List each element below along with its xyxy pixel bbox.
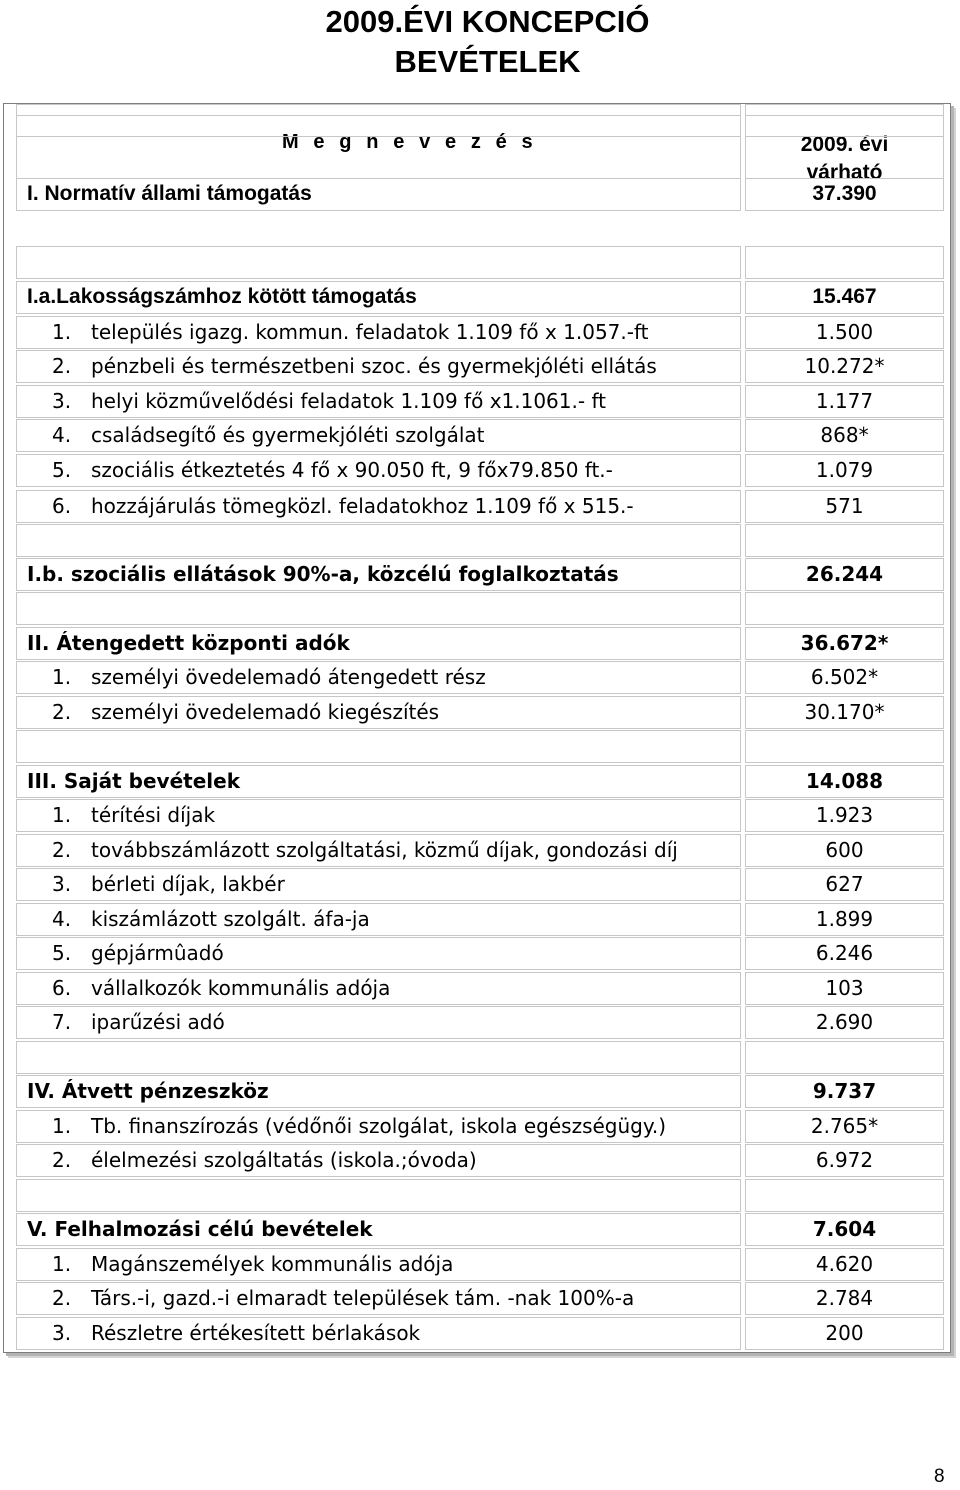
header-value-line-2: várható: [806, 161, 883, 184]
value-cell: [745, 1213, 944, 1246]
value-cell: [745, 454, 944, 487]
item-label: személyi övedelemadó kiegészítés: [91, 700, 440, 724]
item-value: 1.899: [815, 907, 874, 931]
section-label: I.b. szociális ellátások 90%-a, közcélú foglalkoztatás: [27, 562, 619, 586]
label-cell: [16, 524, 741, 557]
item-number: 3.: [52, 389, 72, 413]
item-label: továbbszámlázott szolgáltatási, közmű díjak, gondozási díj: [91, 838, 678, 862]
label-cell: [16, 799, 741, 832]
item-value: 1.923: [815, 803, 874, 827]
label-cell: [16, 246, 741, 279]
section-value: 14.088: [805, 769, 884, 793]
label-cell: [16, 178, 741, 211]
value-cell: [745, 1248, 944, 1281]
value-cell: [745, 490, 944, 523]
item-label: gépjármûadó: [91, 941, 224, 965]
label-cell: [16, 661, 741, 694]
item-label: Társ.-i, gazd.-i elmaradt települések tám. -nak 100%-a: [91, 1286, 635, 1310]
item-label: térítési díjak: [91, 803, 216, 827]
item-label: családsegítő és gyermekjóléti szolgálat: [91, 423, 485, 447]
item-row: [16, 454, 944, 487]
item-row: [16, 903, 944, 936]
value-cell: [745, 1075, 944, 1108]
label-cell: [16, 1213, 741, 1246]
item-row: [16, 799, 944, 832]
section-label: II. Átengedett központi adók: [27, 631, 350, 655]
value-cell: [745, 627, 944, 660]
value-cell: [745, 937, 944, 970]
item-label: pénzbeli és természetbeni szoc. és gyermekjóléti ellátás: [91, 354, 657, 378]
item-number: 1.: [52, 803, 72, 827]
section-row: [16, 558, 944, 591]
item-number: 2.: [52, 838, 72, 862]
item-number: 5.: [52, 458, 72, 482]
item-value: 6.246: [815, 941, 874, 965]
item-number: 3.: [52, 872, 72, 896]
item-value: 30.170*: [804, 700, 885, 724]
label-cell: [16, 1110, 741, 1143]
label-cell: [16, 1144, 741, 1177]
item-row: [16, 419, 944, 452]
section-row: [16, 281, 944, 314]
value-cell: [745, 696, 944, 729]
item-number: 5.: [52, 941, 72, 965]
value-cell: [745, 419, 944, 452]
item-number: 7.: [52, 1010, 72, 1034]
value-cell: [745, 799, 944, 832]
item-number: 1.: [52, 320, 72, 344]
label-cell: [16, 490, 741, 523]
label-cell: [16, 350, 741, 383]
label-cell: [16, 972, 741, 1005]
value-cell: [745, 1317, 944, 1350]
section-row: [16, 178, 944, 211]
revenue-table: [3, 103, 951, 1353]
label-cell: [16, 1179, 741, 1212]
item-row: [16, 1248, 944, 1281]
item-label: iparűzési adó: [91, 1010, 225, 1034]
item-value: 10.272*: [804, 354, 885, 378]
section-label: III. Saját bevételek: [27, 769, 240, 793]
item-number: 4.: [52, 423, 72, 447]
item-number: 2.: [52, 354, 72, 378]
section-row: [16, 1213, 944, 1246]
item-number: 6.: [52, 976, 72, 1000]
value-cell: [745, 1006, 944, 1039]
empty-row: [16, 524, 944, 557]
item-label: település igazg. kommun. feladatok 1.109 fő x 1.057.-ft: [91, 320, 649, 344]
item-value: 4.620: [815, 1252, 874, 1276]
value-cell: [745, 385, 944, 418]
item-value: 2.765*: [810, 1114, 879, 1138]
label-cell: [16, 868, 741, 901]
item-number: 2.: [52, 1286, 72, 1310]
value-cell: [745, 868, 944, 901]
item-value: 103: [825, 976, 864, 1000]
label-cell: [16, 558, 741, 591]
empty-row: [16, 104, 944, 137]
item-label: élelmezési szolgáltatás (iskola.;óvoda): [91, 1148, 477, 1172]
item-label: helyi közművelődési feladatok 1.109 fő x1.1061.- ft: [91, 389, 606, 413]
page-title: [0, 2, 960, 82]
label-cell: [16, 385, 741, 418]
section-value: 9.737: [812, 1079, 877, 1103]
item-value: 600: [825, 838, 864, 862]
value-cell: [745, 1110, 944, 1143]
item-value: 2.784: [815, 1286, 874, 1310]
label-cell: [16, 937, 741, 970]
item-number: 2.: [52, 1148, 72, 1172]
label-cell: [16, 1006, 741, 1039]
value-cell: [745, 661, 944, 694]
item-value: 6.972: [815, 1148, 874, 1172]
item-label: bérleti díjak, lakbér: [91, 872, 285, 896]
item-row: [16, 868, 944, 901]
title-line-2: BEVÉTELEK: [394, 44, 581, 79]
value-cell: [745, 1179, 944, 1212]
value-cell: [745, 903, 944, 936]
section-value: 36.672*: [800, 631, 889, 655]
label-cell: [16, 1317, 741, 1350]
section-value: 26.244: [805, 562, 884, 586]
label-cell: [16, 1075, 741, 1108]
item-label: vállalkozók kommunális adója: [91, 976, 391, 1000]
section-row: [16, 627, 944, 660]
item-label: Részletre értékesített bérlakások: [91, 1321, 421, 1345]
value-cell: [745, 1144, 944, 1177]
value-cell: [745, 281, 944, 314]
item-value: 1.500: [815, 320, 874, 344]
item-value: 1.177: [815, 389, 874, 413]
value-cell: [745, 558, 944, 591]
value-cell: [745, 316, 944, 349]
label-cell: [16, 1248, 741, 1281]
item-number: 3.: [52, 1321, 72, 1345]
item-label: Tb. finanszírozás (védőnői szolgálat, iskola egészségügy.): [91, 1114, 666, 1138]
item-value: 200: [825, 1321, 864, 1345]
item-label: Magánszemélyek kommunális adója: [91, 1252, 454, 1276]
item-value: 868*: [820, 423, 869, 447]
item-value: 2.690: [815, 1010, 874, 1034]
page-number: 8: [934, 1466, 945, 1487]
item-label: hozzájárulás tömegközl. feladatokhoz 1.109 fő x 515.-: [91, 494, 634, 518]
item-row: [16, 661, 944, 694]
section-row: [16, 1075, 944, 1108]
label-cell: [16, 627, 741, 660]
item-number: 2.: [52, 700, 72, 724]
value-cell: [745, 972, 944, 1005]
item-row: [16, 972, 944, 1005]
label-cell: [16, 281, 741, 314]
empty-row: [16, 592, 944, 625]
item-value: 571: [825, 494, 864, 518]
label-cell: [16, 696, 741, 729]
item-row: [16, 490, 944, 523]
section-value: 7.604: [812, 1217, 877, 1241]
label-cell: [16, 592, 741, 625]
item-row: [16, 350, 944, 383]
value-cell: [745, 178, 944, 211]
label-cell: [16, 730, 741, 763]
item-label: kiszámlázott szolgált. áfa-ja: [91, 907, 370, 931]
header-label: M e g n e v e z é s: [282, 131, 538, 153]
item-value: 627: [825, 872, 864, 896]
item-row: [16, 1317, 944, 1350]
value-cell: [745, 592, 944, 625]
value-cell: [745, 1041, 944, 1074]
section-label: IV. Átvett pénzeszköz: [27, 1079, 269, 1103]
value-cell: [745, 246, 944, 279]
label-cell: [16, 765, 741, 798]
item-row: [16, 316, 944, 349]
section-label: I.a.Lakosságszámhoz kötött támogatás: [27, 285, 417, 308]
empty-row: [16, 246, 944, 279]
header-value-line-1: 2009. évi: [800, 133, 889, 156]
item-row: [16, 1006, 944, 1039]
item-row: [16, 1110, 944, 1143]
value-cell: [745, 730, 944, 763]
value-cell: [745, 104, 944, 137]
section-value: 15.467: [812, 285, 877, 308]
item-row: [16, 834, 944, 867]
item-row: [16, 696, 944, 729]
section-label: I. Normatív állami támogatás: [27, 182, 312, 205]
label-cell: [16, 104, 741, 137]
item-number: 4.: [52, 907, 72, 931]
value-cell: [745, 834, 944, 867]
item-label: személyi övedelemadó átengedett rész: [91, 665, 486, 689]
label-cell: [16, 419, 741, 452]
item-number: 1.: [52, 1252, 72, 1276]
item-number: 1.: [52, 1114, 72, 1138]
item-row: [16, 385, 944, 418]
label-cell: [16, 316, 741, 349]
section-value: 37.390: [812, 182, 877, 205]
title-line-1: 2009.ÉVI KONCEPCIÓ: [325, 4, 650, 39]
value-cell: [745, 350, 944, 383]
value-cell: [745, 1282, 944, 1315]
item-row: [16, 1144, 944, 1177]
item-number: 6.: [52, 494, 72, 518]
empty-row: [16, 1041, 944, 1074]
item-label: szociális étkeztetés 4 fő x 90.050 ft, 9 főx79.850 ft.-: [91, 458, 613, 482]
section-label: V. Felhalmozási célú bevételek: [27, 1217, 373, 1241]
item-row: [16, 1282, 944, 1315]
item-row: [16, 937, 944, 970]
item-value: 1.079: [815, 458, 874, 482]
label-cell: [16, 454, 741, 487]
label-cell: [16, 1282, 741, 1315]
label-cell: [16, 903, 741, 936]
item-number: 1.: [52, 665, 72, 689]
label-cell: [16, 1041, 741, 1074]
empty-row: [16, 1179, 944, 1212]
item-value: 6.502*: [810, 665, 879, 689]
value-cell: [745, 524, 944, 557]
empty-row: [16, 730, 944, 763]
section-row: [16, 765, 944, 798]
label-cell: [16, 834, 741, 867]
value-cell: [745, 765, 944, 798]
